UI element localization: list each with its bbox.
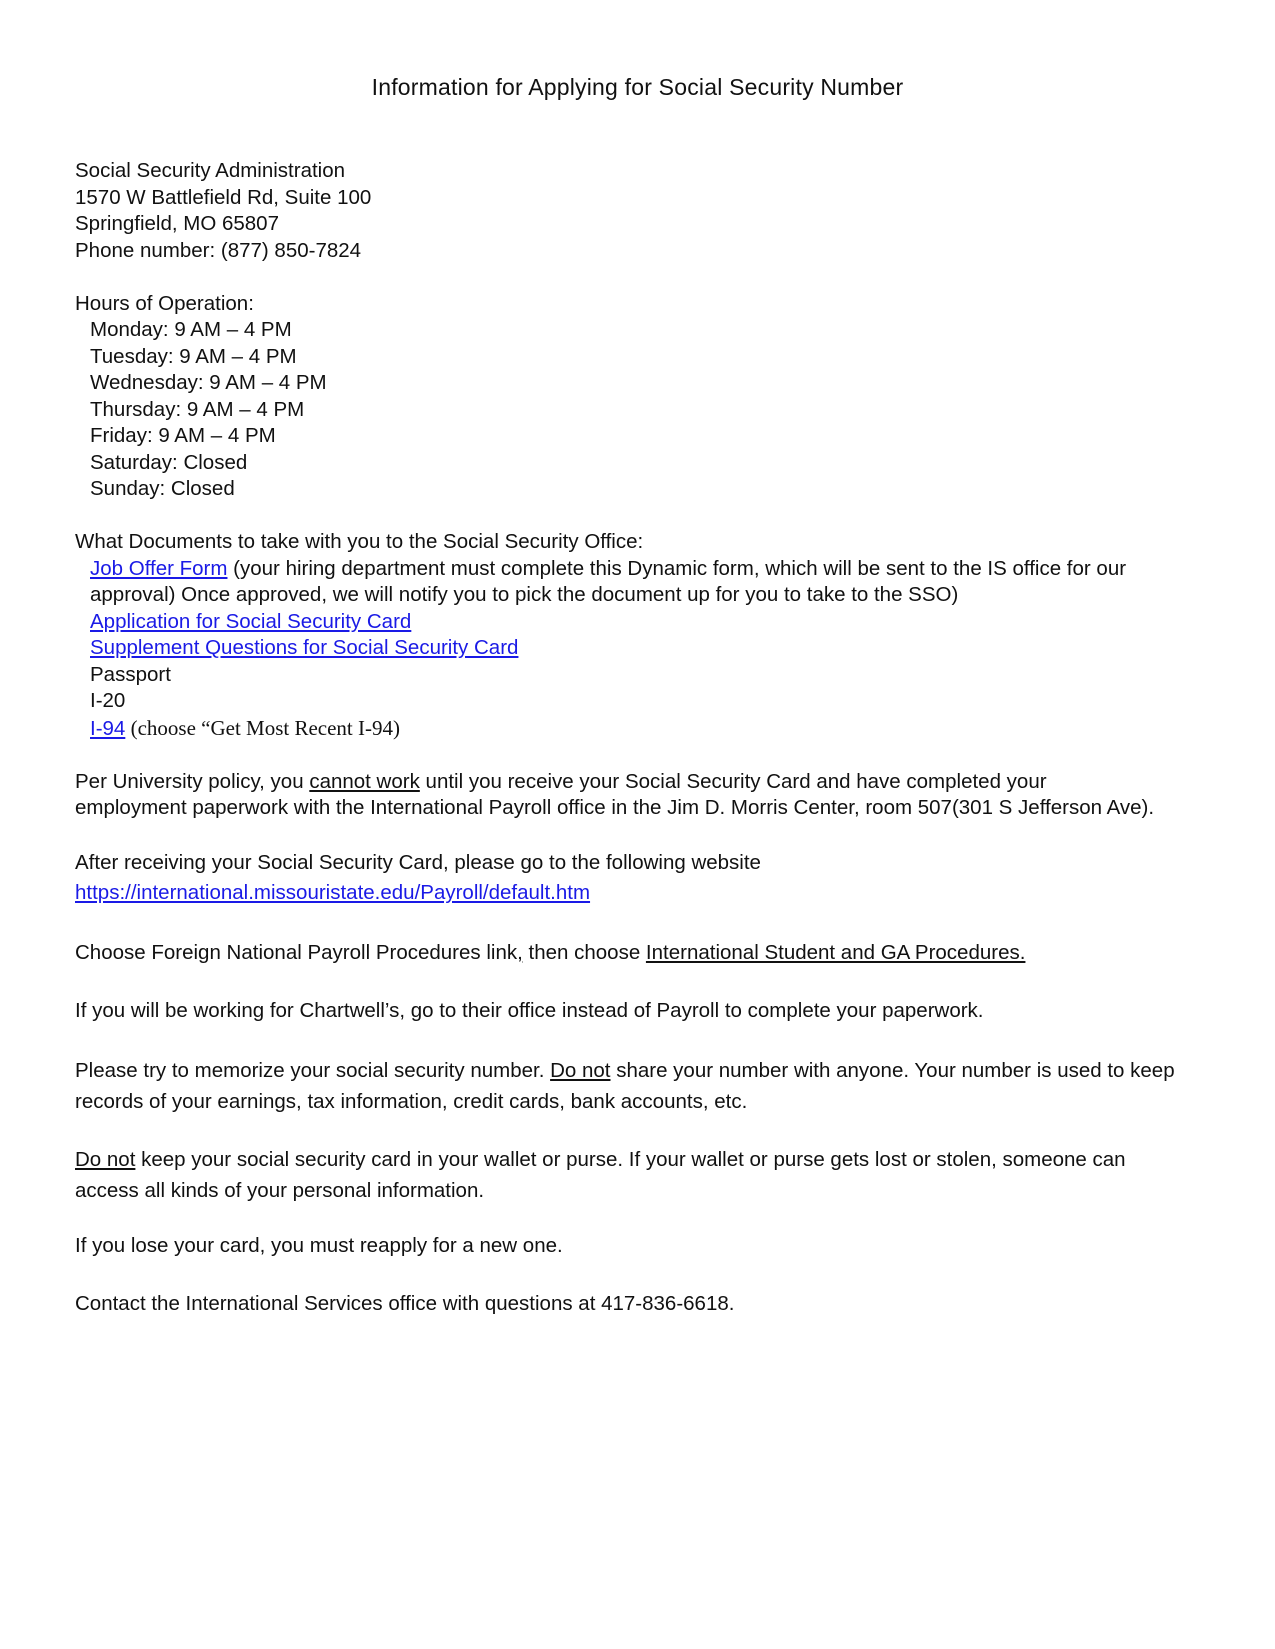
document-item-job-offer (75, 556, 1210, 583)
office-city: Springfield, MO 65807 (75, 212, 279, 235)
office-address-block (75, 158, 1210, 264)
choose-text: then choose (522, 941, 646, 964)
document-item-passport: Passport (90, 662, 171, 686)
after-text: After receiving your Social Security Card, please go to the following website (75, 851, 761, 874)
document-item-i20: I-20 (90, 689, 126, 712)
office-street: 1570 W Battlefield Rd, Suite 100 (75, 185, 372, 209)
document-body (75, 158, 1210, 1317)
document-item-supplement (75, 635, 1210, 662)
wallet-line (75, 1144, 1210, 1175)
payroll-url-line (75, 878, 1210, 908)
hours-day: Sunday: Closed (90, 477, 235, 500)
hours-day: Saturday: Closed (90, 450, 248, 474)
i94-note: (choose “Get Most Recent I-94) (125, 715, 400, 740)
choose-comma: , (517, 941, 523, 964)
policy-text: until you receive your Social Security Card and have completed your (419, 769, 1047, 793)
procedures-emphasis: International Student and GA Procedures. (645, 941, 1026, 964)
job-offer-note: (your hiring department must complete this Dynamic form, which will be sent to the IS office for our (227, 556, 1127, 580)
office-name: Social Security Administration (75, 159, 346, 182)
job-offer-form-link[interactable]: Job Offer Form (90, 556, 228, 580)
hours-day: Thursday: 9 AM – 4 PM (90, 397, 305, 421)
i94-link[interactable]: I-94 (90, 716, 126, 740)
contact-note: Contact the International Services office with questions at 417-836-6618. (75, 1291, 735, 1315)
documents-block (75, 529, 1210, 742)
hours-day: Monday: 9 AM – 4 PM (90, 318, 292, 341)
memorize-text: Please try to memorize your social security number. (75, 1059, 551, 1082)
choose-procedures-line (75, 940, 1210, 967)
documents-heading: What Documents to take with you to the Social Security Office: (75, 530, 644, 553)
do-not-emphasis: Do not (75, 1148, 136, 1171)
memorize-text: share your number with anyone. Your number is used to keep (610, 1059, 1175, 1082)
memorize-paragraph (75, 1055, 1210, 1117)
payroll-website-link[interactable]: https://international.missouristate.edu/Payroll/default.htm (75, 881, 591, 904)
policy-paragraph (75, 769, 1210, 822)
supplement-questions-link[interactable]: Supplement Questions for Social Security Card (90, 636, 519, 659)
wallet-text: keep your social security card in your wallet or purse. If your wallet or purse gets lost or stolen, someone can (135, 1148, 1126, 1171)
do-not-emphasis: Do not (550, 1059, 611, 1082)
hours-heading: Hours of Operation: (75, 291, 254, 315)
lose-card-note: If you lose your card, you must reapply for a new one. (75, 1234, 563, 1257)
policy-text: Per University policy, you (75, 769, 310, 793)
office-phone: Phone number: (877) 850-7824 (75, 238, 362, 262)
hours-day: Wednesday: 9 AM – 4 PM (90, 371, 327, 394)
policy-line-2: employment paperwork with the International Payroll office in the Jim D. Morris Center, room 507(301 S Jefferson Ave). (75, 796, 1155, 819)
after-paragraph (75, 848, 1210, 908)
memorize-line (75, 1055, 1210, 1086)
policy-emphasis: cannot work (309, 769, 420, 793)
choose-text: Choose Foreign National Payroll Procedures link (75, 941, 518, 964)
hours-block (75, 291, 1210, 503)
application-link[interactable]: Application for Social Security Card (90, 609, 412, 633)
job-offer-note-continued: approval) Once approved, we will notify you to pick the document up for you to take to the SSO) (90, 583, 959, 606)
wallet-line-2: access all kinds of your personal information. (75, 1179, 485, 1202)
memorize-line-2: records of your earnings, tax information, credit cards, bank accounts, etc. (75, 1090, 748, 1113)
chartwells-note: If you will be working for Chartwell’s, go to their office instead of Payroll to complete your paperwork. (75, 998, 984, 1022)
hours-day: Tuesday: 9 AM – 4 PM (90, 344, 297, 368)
document-item-i94 (75, 715, 1210, 743)
document-item-application (75, 609, 1210, 636)
policy-line (75, 769, 1210, 796)
hours-day: Friday: 9 AM – 4 PM (90, 424, 276, 447)
wallet-paragraph (75, 1144, 1210, 1206)
page-title: Information for Applying for Social Security Number (371, 74, 904, 100)
